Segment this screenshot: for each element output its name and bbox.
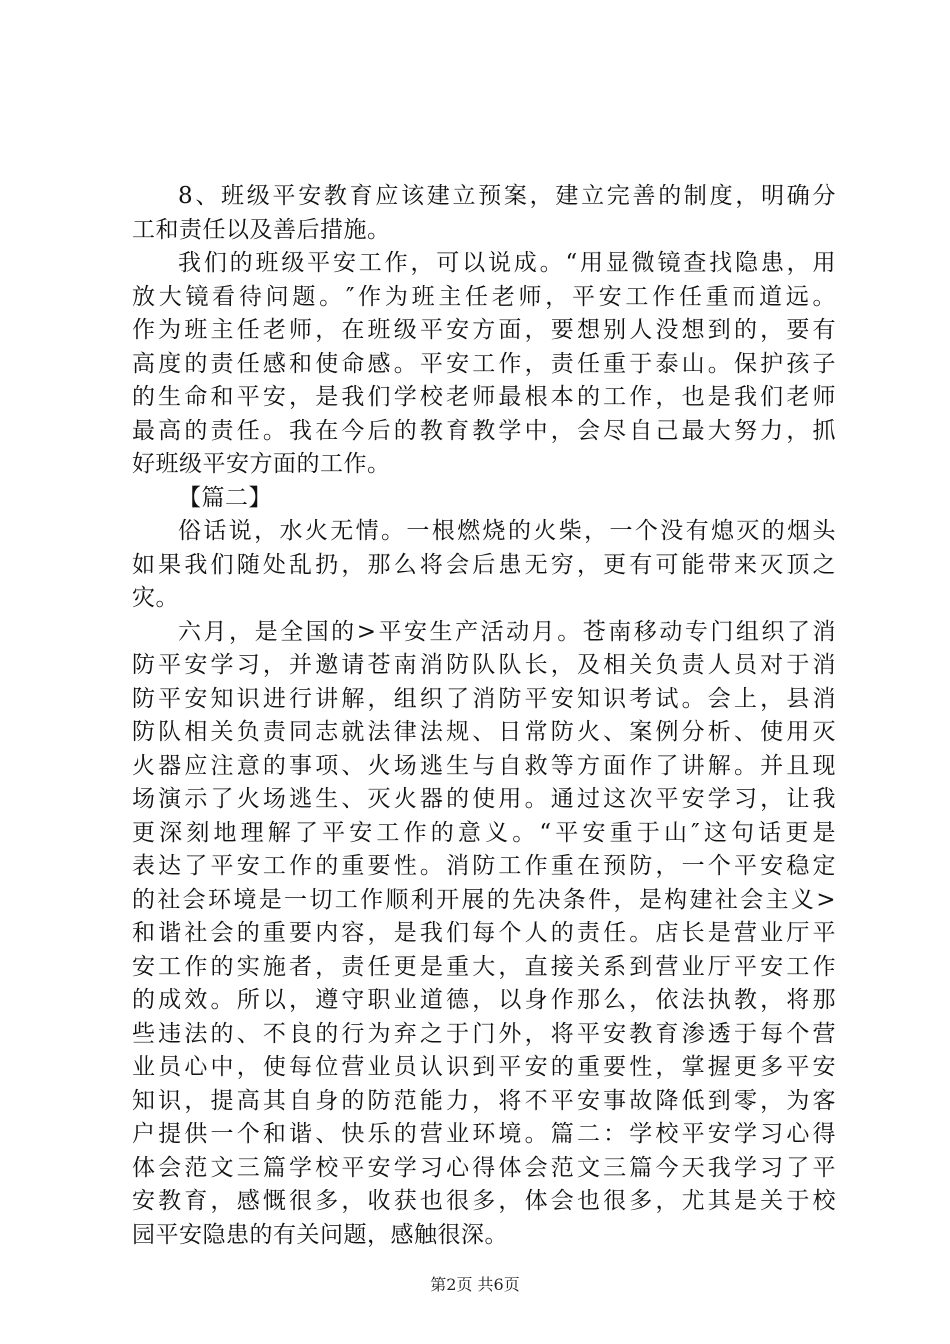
text-line: 户提供一个和谐、快乐的营业环境。篇二：学校平安学习心得 xyxy=(132,1121,836,1147)
text-line: 工和责任以及善后措施。 xyxy=(132,216,391,243)
page-number-footer: 第2页 共6页 xyxy=(430,1275,520,1294)
text-line: 体会范文三篇学校平安学习心得体会范文三篇今天我学习了平 xyxy=(132,1154,836,1181)
text-line: 放大镜看待问题。″作为班主任老师，平安工作任重而道远。 xyxy=(132,283,836,310)
text-line: 俗话说，水火无情。一根燃烧的火柴，一个没有熄灭的烟头 xyxy=(178,518,836,544)
text-line: 的成效。所以，遵守职业道德，以身作那么，依法执教，将那 xyxy=(132,987,836,1013)
text-line: 我们的班级平安工作，可以说成。“用显微镜查找隐患，用 xyxy=(178,250,836,276)
text-line: 安教育，感慨很多，收获也很多，体会也很多，尤其是关于校 xyxy=(132,1188,836,1214)
text-line: 如果我们随处乱扔，那么将会后患无穷，更有可能带来灭顶之 xyxy=(132,551,836,578)
text-line: 的生命和平安，是我们学校老师最根本的工作，也是我们老师 xyxy=(132,384,836,410)
text-line: 更深刻地理解了平安工作的意义。“平安重于山″这句话更是 xyxy=(132,819,836,846)
text-line: 高度的责任感和使命感。平安工作，责任重于泰山。保护孩子 xyxy=(132,350,836,377)
text-line: 些违法的、不良的行为弃之于门外，将平安教育渗透于每个营 xyxy=(132,1020,836,1047)
text-line: 火器应注意的事项、火场逃生与自救等方面作了讲解。并且现 xyxy=(132,752,836,779)
text-line: 防队相关负责同志就法律法规、日常防火、案例分析、使用灭 xyxy=(132,719,836,745)
text-line: 8、班级平安教育应该建立预案，建立完善的制度，明确分 xyxy=(178,183,836,209)
text-line: 六月，是全国的>平安生产活动月。苍南移动专门组织了消 xyxy=(178,618,836,645)
text-line: 知识，提高其自身的防范能力，将不平安事故降低到零，为客 xyxy=(132,1087,836,1114)
text-line: 业员心中，使每位营业员认识到平安的重要性，掌握更多平安 xyxy=(132,1054,836,1080)
text-line: 最高的责任。我在今后的教育教学中，会尽自己最大努力，抓 xyxy=(132,417,836,444)
text-line: 好班级平安方面的工作。 xyxy=(132,451,391,477)
text-line: 灾。 xyxy=(132,585,179,611)
text-line: 的社会环境是一切工作顺利开展的先决条件，是构建社会主义> xyxy=(132,886,836,913)
text-line: 防平安知识进行讲解，组织了消防平安知识考试。会上，县消 xyxy=(132,685,836,712)
document-body xyxy=(132,180,836,1252)
text-line: 防平安学习，并邀请苍南消防队队长，及相关负责人员对于消 xyxy=(132,652,836,678)
text-line: 和谐社会的重要内容，是我们每个人的责任。店长是营业厅平 xyxy=(132,920,836,946)
text-line: 场演示了火场逃生、灭火器的使用。通过这次平安学习，让我 xyxy=(132,786,836,812)
text-line: 表达了平安工作的重要性。消防工作重在预防，一个平安稳定 xyxy=(132,853,836,879)
text-line: 园平安隐患的有关问题，感触很深。 xyxy=(132,1221,508,1248)
text-line: 安工作的实施者，责任更是重大，直接关系到营业厅平安工作 xyxy=(132,953,836,980)
text-line: 【篇二】 xyxy=(178,484,272,511)
text-line: 作为班主任老师，在班级平安方面，要想别人没想到的，要有 xyxy=(132,317,836,343)
